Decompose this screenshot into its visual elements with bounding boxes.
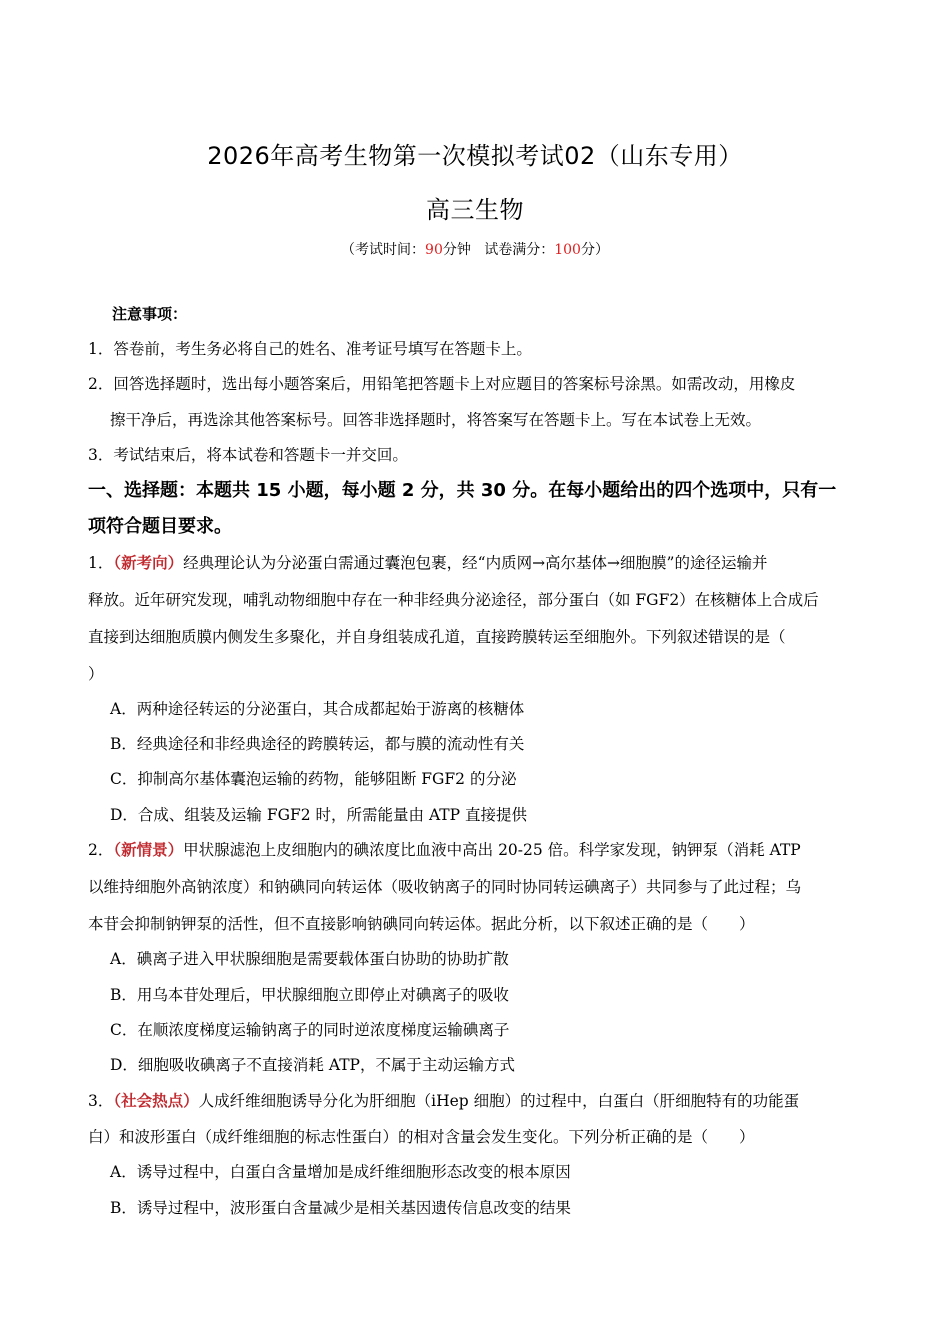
page-title: 2026年高考生物第一次模拟考试02（山东专用） (207, 142, 743, 170)
question-tag: （新考向） (113, 554, 184, 572)
question-1-line-1 (88, 551, 868, 575)
section-heading: 一、选择题：本题共 15 小题，每小题 2 分，共 30 分。在每小题给出的四个选项中，只有一 (88, 480, 837, 501)
exam-score-label: 试卷满分： (484, 242, 555, 258)
page-subtitle: 高三生物 (426, 196, 524, 224)
question-1-line-3: 直接到达细胞质膜内侧发生多聚化，并自身组装成孔道，直接跨膜转运至细胞外。下列叙述错误的是（ (88, 628, 786, 646)
exam-score-value: 100 (554, 242, 581, 258)
exam-info-prefix: （考试时间： (341, 242, 426, 258)
question-2-option-a: A．碘离子进入甲状腺细胞是需要载体蛋白协助的协助扩散 (110, 950, 509, 968)
exam-time-unit: 分钟 (442, 242, 471, 258)
question-text: 甲状腺滤泡上皮细胞内的碘浓度比血液中高出 20-25 倍。科学家发现，钠钾泵（消耗 ATP (183, 841, 801, 859)
question-3-line-2: 白）和波形蛋白（成纤维细胞的标志性蛋白）的相对含量会发生变化。下列分析正确的是（ ） (88, 1128, 755, 1146)
question-3-line-1 (88, 1089, 868, 1113)
notes-heading: 注意事项： (112, 305, 188, 323)
question-2-line-1 (88, 838, 868, 862)
question-2-line-3: 本苷会抑制钠钾泵的活性，但不直接影响钠碘同向转运体。据此分析，以下叙述正确的是（ ） (88, 915, 755, 933)
question-1-line-4: ） (88, 665, 104, 683)
question-1-option-c: C．抑制高尔基体囊泡运输的药物，能够阻断 FGF2 的分泌 (110, 770, 517, 788)
note-item: 2．回答选择题时，选出每小题答案后，用铅笔把答题卡上对应题目的答案标号涂黑。如需改动，用橡皮 (88, 375, 796, 393)
section-heading-cont: 项符合题目要求。 (88, 516, 232, 537)
question-2-option-d: D．细胞吸收碘离子不直接消耗 ATP，不属于主动运输方式 (110, 1056, 515, 1074)
question-3-option-b: B．诱导过程中，波形蛋白含量减少是相关基因遗传信息改变的结果 (110, 1199, 571, 1217)
question-tag: （社会热点） (113, 1092, 199, 1110)
note-item: 擦干净后，再选涂其他答案标号。回答非选择题时，将答案写在答题卡上。写在本试卷上无效。 (110, 411, 762, 429)
exam-time-value: 90 (425, 242, 443, 258)
exam-info (0, 239, 950, 259)
question-3-option-a: A．诱导过程中，白蛋白含量增加是成纤维细胞形态改变的根本原因 (110, 1163, 571, 1181)
note-item: 3．考试结束后，将本试卷和答题卡一并交回。 (88, 446, 408, 464)
exam-score-unit: 分） (580, 242, 609, 258)
question-number: 1． (88, 554, 114, 572)
question-text: 人成纤维细胞诱导分化为肝细胞（iHep 细胞）的过程中，白蛋白（肝细胞特有的功能蛋 (198, 1092, 800, 1110)
question-number: 2． (88, 841, 114, 859)
question-text: 经典理论认为分泌蛋白需通过囊泡包裹，经“内质网→高尔基体→细胞膜”的途径运输并 (183, 554, 768, 572)
question-2-option-c: C．在顺浓度梯度运输钠离子的同时逆浓度梯度运输碘离子 (110, 1021, 510, 1039)
question-1-option-a: A．两种途径转运的分泌蛋白，其合成都起始于游离的核糖体 (110, 700, 525, 718)
question-2-line-2: 以维持细胞外高钠浓度）和钠碘同向转运体（吸收钠离子的同时协同转运碘离子）共同参与了此过程；乌 (88, 878, 802, 896)
question-tag: （新情景） (113, 841, 184, 859)
note-item: 1．答卷前，考生务必将自己的姓名、准考证号填写在答题卡上。 (88, 340, 532, 358)
question-1-option-b: B．经典途径和非经典途径的跨膜转运，都与膜的流动性有关 (110, 735, 525, 753)
question-number: 3． (88, 1092, 114, 1110)
question-1-line-2: 释放。近年研究发现，哺乳动物细胞中存在一种非经典分泌途径，部分蛋白（如 FGF2）在核糖体上合成后 (88, 591, 819, 609)
question-1-option-d: D．合成、组装及运输 FGF2 时，所需能量由 ATP 直接提供 (110, 806, 528, 824)
question-2-option-b: B．用乌本苷处理后，甲状腺细胞立即停止对碘离子的吸收 (110, 986, 509, 1004)
